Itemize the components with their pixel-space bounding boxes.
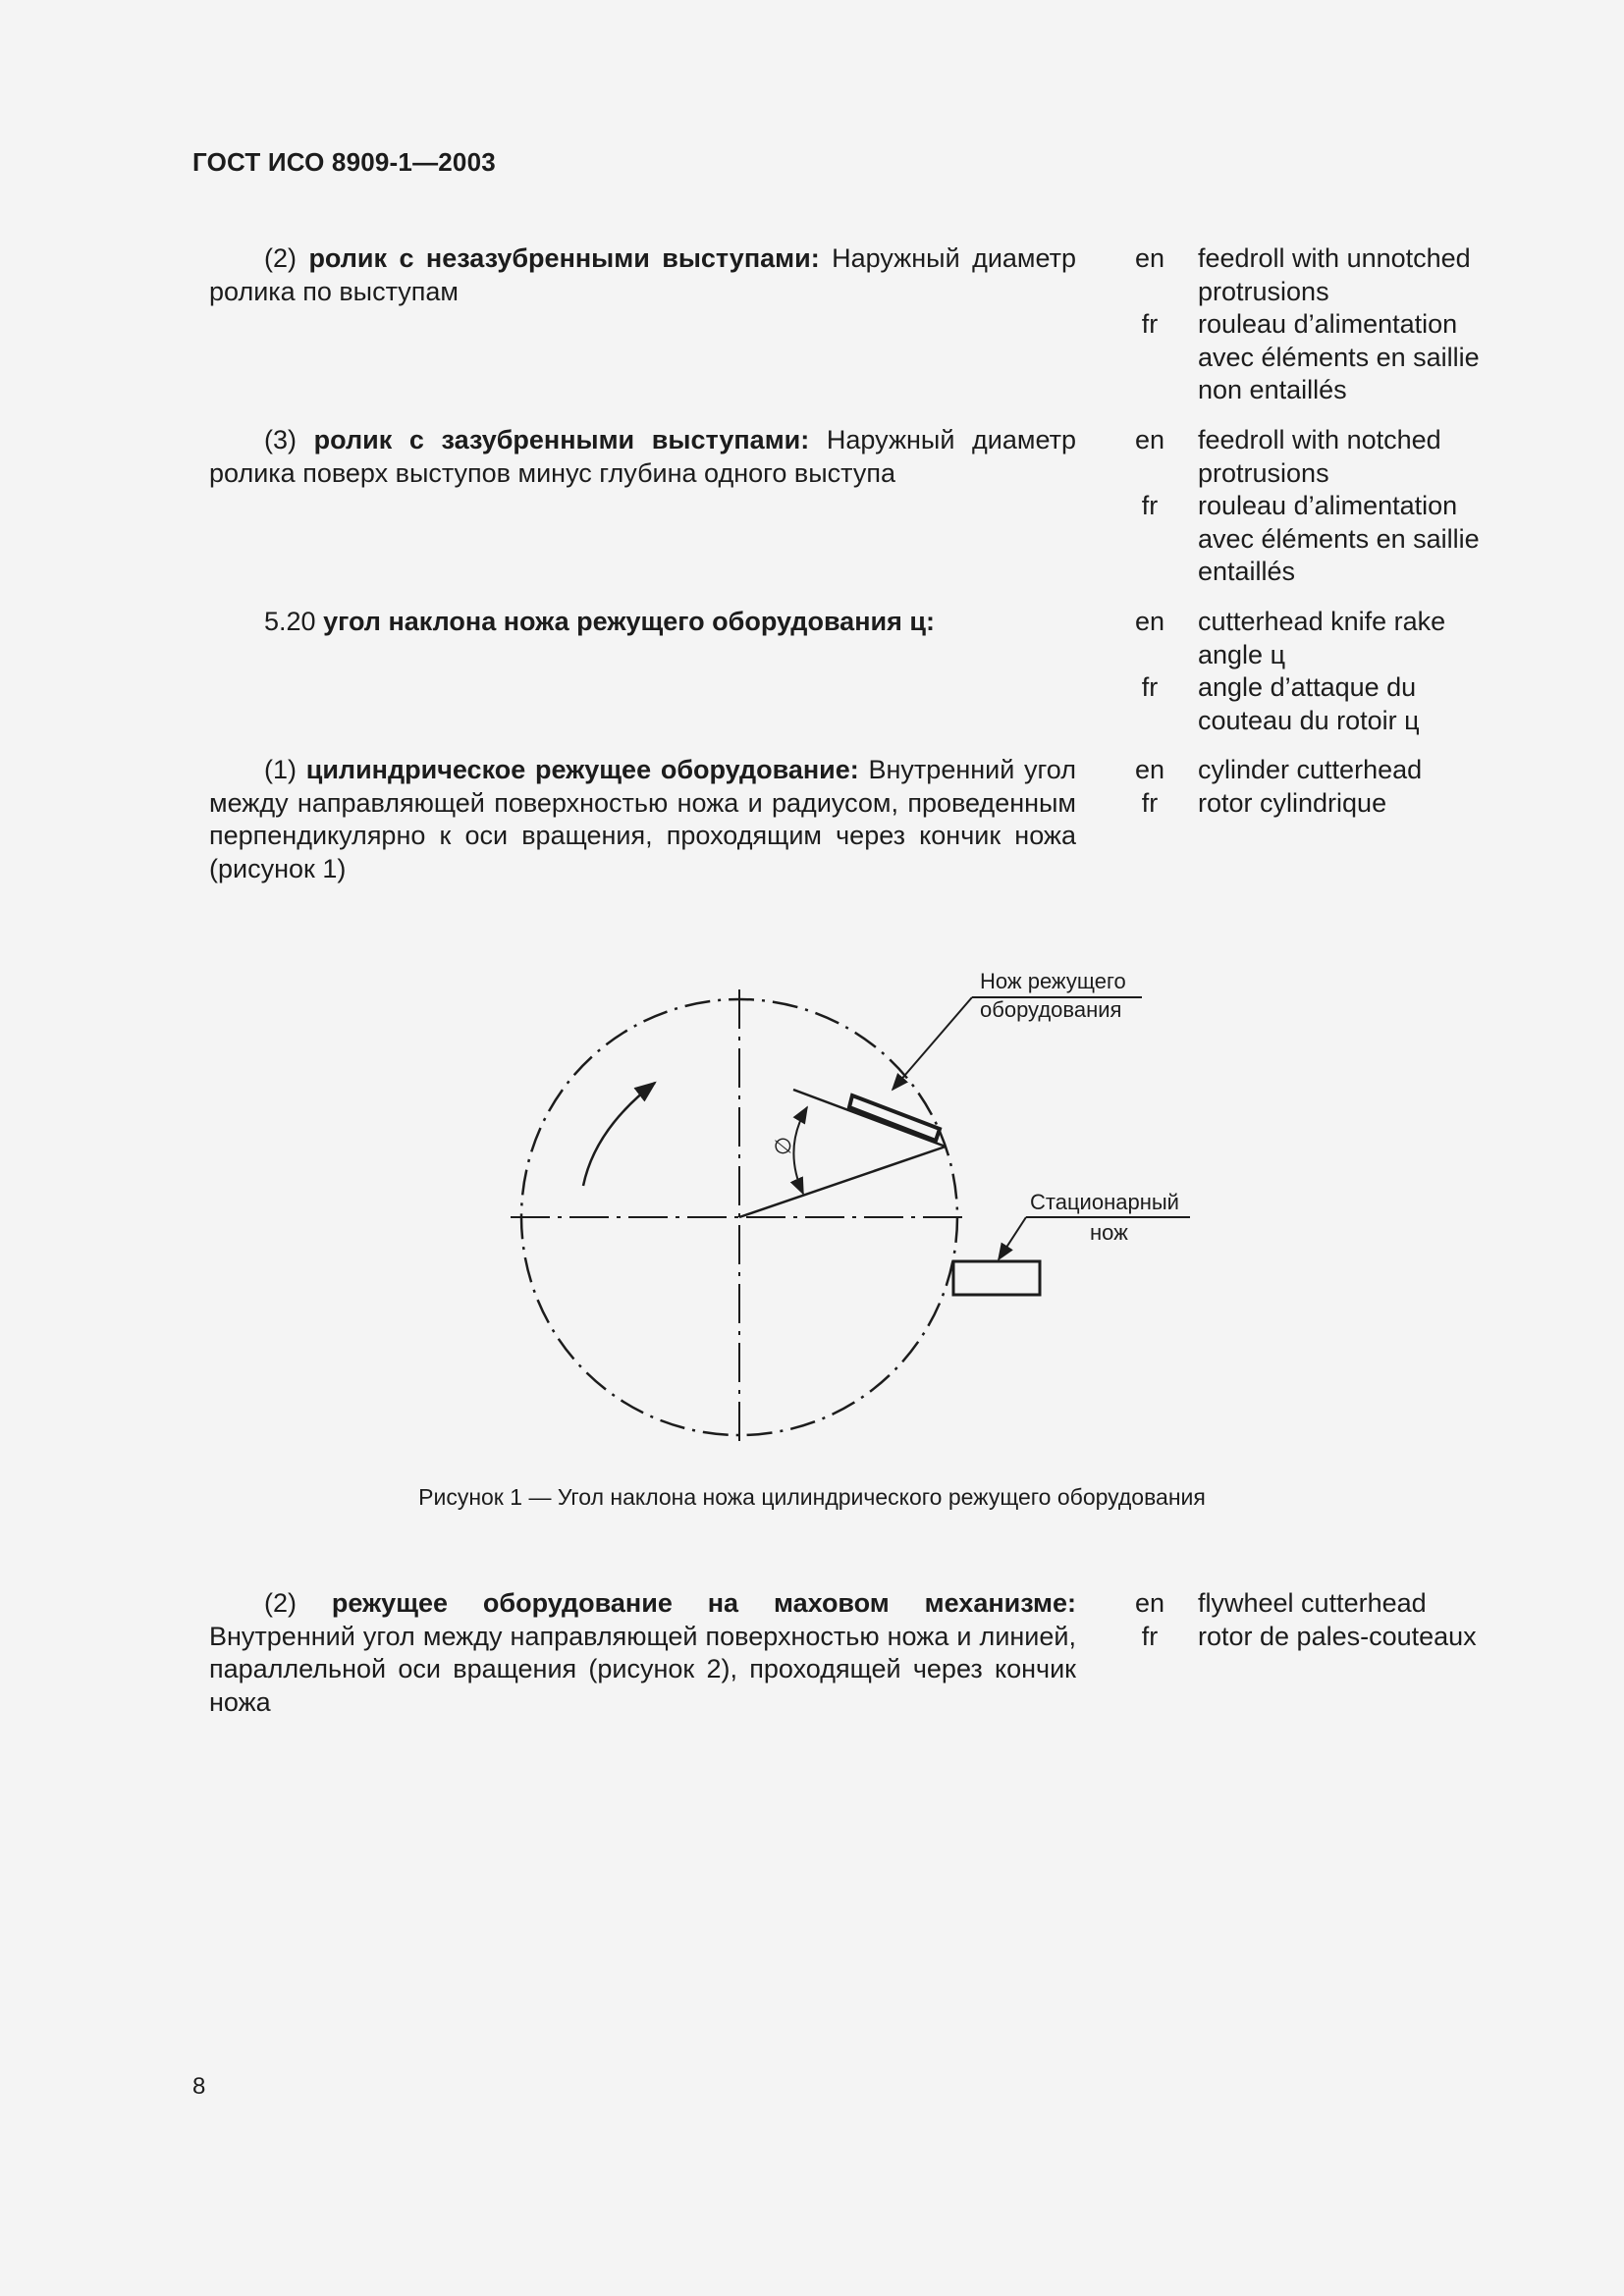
- term-russian: угол наклона ножа режущего оборудования ц:: [323, 607, 935, 636]
- stationary-knife-label-line2: нож: [1090, 1220, 1128, 1245]
- knife-label: Нож режущего: [980, 969, 1126, 993]
- entry-definition: (3) ролик с зазубренными выступами: Наружный диаметр ролика поверх выступов минус глубина одного выступа: [209, 425, 1076, 488]
- term-fr: angle d’attaque du: [1198, 672, 1417, 702]
- stationary-knife: [953, 1261, 1040, 1295]
- figure-cutterhead-diagram: [491, 952, 1218, 1463]
- term-en: cutterhead knife rake: [1198, 607, 1446, 636]
- entry-definition: 5.20 угол наклона ножа режущего оборудования ц:: [264, 607, 935, 636]
- term-en: feedroll with unnotched: [1198, 243, 1471, 273]
- term-russian: цилиндрическое режущее оборудование:: [305, 755, 859, 784]
- entry-definition: (2) режущее оборудование на маховом механизме: Внутренний угол между направляющей поверхностью ножа и линией, параллельной оси вращения (рисунок 2), проходящей через кончик ножа: [209, 1588, 1076, 1717]
- entry-definition: (1) цилиндрическое режущее оборудование: Внутренний угол между направляющей поверхностью ножа и радиусом, проведенным перпендикулярно к оси вращения, проходящим через кончик ножа (рисунок 1): [209, 755, 1076, 883]
- term-en: cylinder cutterhead: [1198, 755, 1423, 784]
- term-en: feedroll with notched: [1198, 425, 1441, 454]
- page-number: 8: [192, 2073, 206, 2100]
- rake-angle-arc: [793, 1107, 807, 1194]
- term-translations: [1198, 754, 1522, 820]
- lang-codes: en fr: [1134, 755, 1165, 818]
- entry-definition: (2) ролик с незазубренными выступами: Наружный диаметр ролика по выступам: [209, 243, 1076, 306]
- term-russian: ролик с зазубренными выступами:: [313, 425, 810, 454]
- term-russian: ролик с незазубренными выступами:: [308, 243, 820, 273]
- stationary-leader-line: [999, 1217, 1026, 1259]
- term-translations: feedroll with notched protrusions rouleau d’alimentation avec éléments en saillie entaillés: [1198, 424, 1522, 589]
- knife-label-line2: оборудования: [980, 997, 1122, 1022]
- term-translations: [1198, 1587, 1522, 1653]
- document-header: ГОСТ ИСО 8909-1—2003: [192, 147, 496, 177]
- lang-codes: en fr: [1134, 1588, 1165, 1651]
- term-russian: режущее оборудование на маховом механизме:: [331, 1588, 1076, 1618]
- figure-caption: Рисунок 1 — Угол наклона ножа цилиндрического режущего оборудования: [418, 1484, 1206, 1510]
- term-fr: rouleau d’alimentation: [1198, 309, 1458, 339]
- term-fr: rotor cylindrique: [1198, 787, 1387, 818]
- lang-codes: en fr: [1134, 607, 1165, 702]
- term-fr: rotor de pales-couteaux: [1198, 1621, 1477, 1651]
- rotation-arrow-icon: [583, 1083, 655, 1186]
- cutterhead-knife: [849, 1095, 940, 1141]
- term-translations: cutterhead knife rake angle ц angle d’attaque du couteau du rotoir ц: [1198, 606, 1522, 737]
- stationary-knife-label: Стационарный: [1030, 1190, 1179, 1214]
- lang-codes: en fr: [1134, 243, 1165, 339]
- knife-leader-line: [893, 997, 972, 1090]
- term-translations: feedroll with unnotched protrusions rouleau d’alimentation avec éléments en saillie non entaillés: [1198, 242, 1522, 407]
- term-fr: rouleau d’alimentation: [1198, 491, 1458, 520]
- angle-symbol: ∅: [771, 1136, 795, 1155]
- lang-codes: en fr: [1134, 425, 1165, 520]
- radius-line: [739, 1147, 946, 1217]
- term-en: flywheel cutterhead: [1198, 1588, 1427, 1618]
